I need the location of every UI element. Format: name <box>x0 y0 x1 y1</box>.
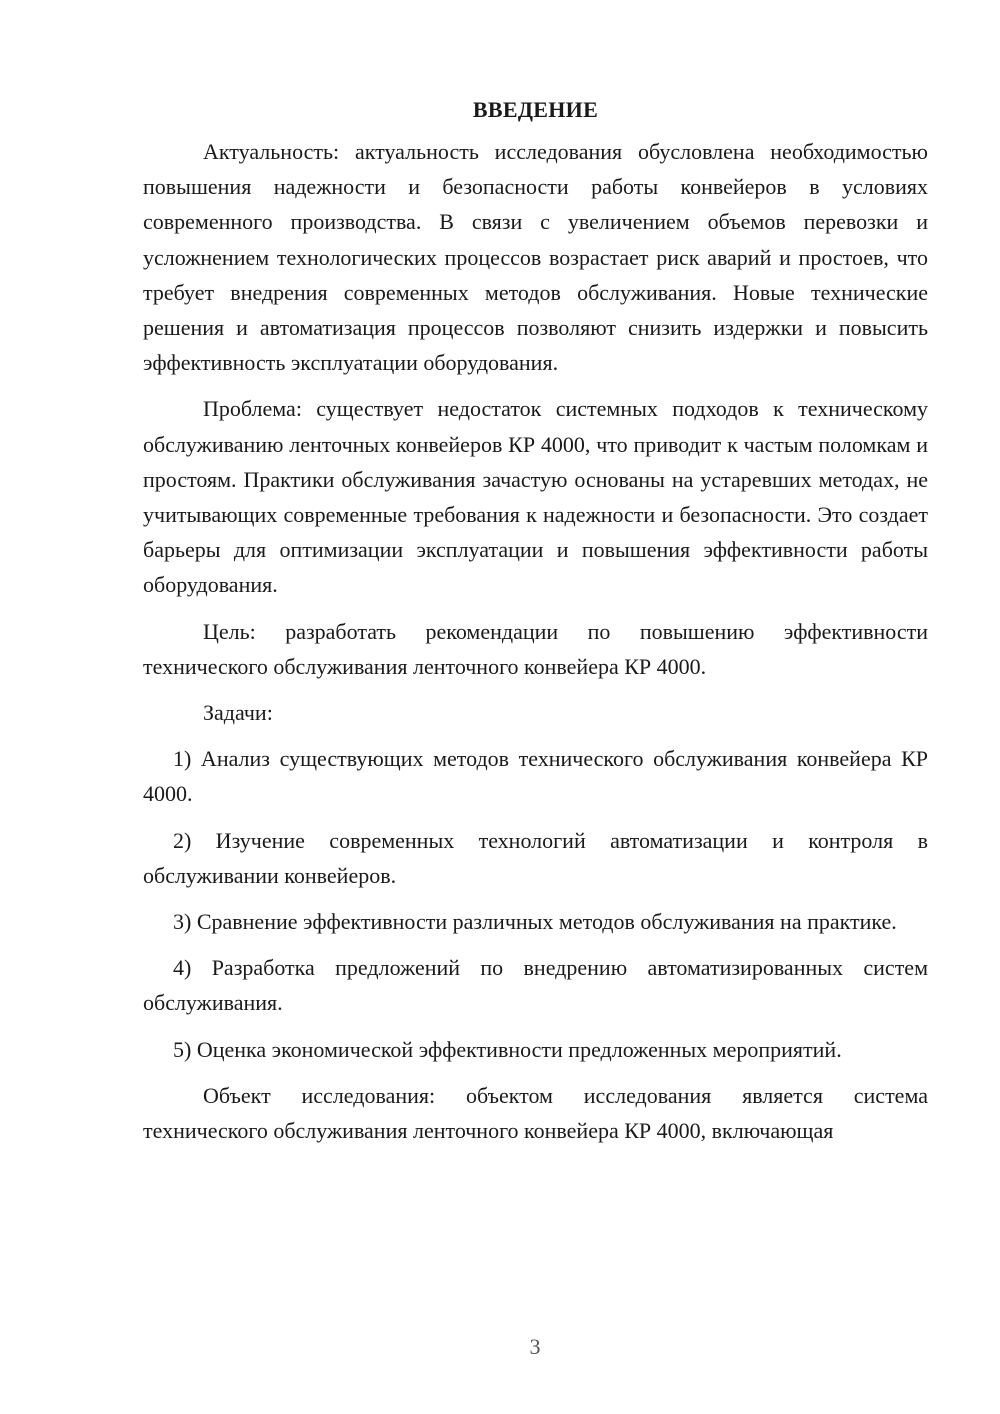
task-item-3: 3) Сравнение эффективности различных методов обслуживания на практике. <box>173 909 897 935</box>
paragraph-goal: Цель: разработать рекомендации по повышению эффективности технического обслуживания ленточного конвейера КР 4000. <box>143 618 928 679</box>
tasks-heading: Задачи: <box>203 700 273 726</box>
paragraph-problem: Проблема: существует недостаток системных подходов к техническому обслуживанию ленточных конвейеров КР 4000, что приводит к частым поломкам и простоям. Практики обслуживания зачастую основаны на устаревших методах, не учитывающих современные требования к надежности и безопасности. Это создает барьеры для оптимизации эксплуатации и повышения эффективности работы оборудования. <box>143 396 928 598</box>
task-item-1: 1) Анализ существующих методов технического обслуживания конвейера КР 4000. <box>143 746 928 807</box>
page-title: ВВЕДЕНИЕ <box>472 97 599 122</box>
task-item-4: 4) Разработка предложений по внедрению автоматизированных систем обслуживания. <box>143 955 928 1016</box>
paragraph-object: Объект исследования: объектом исследования является система технического обслуживания ленточного конвейера КР 4000, включающая <box>143 1082 928 1144</box>
page-content <box>143 94 928 1159</box>
paragraph-relevance: Актуальность: актуальность исследования обусловлена необходимостью повышения надежности и безопасности работы конвейеров в условиях современного производства. В связи с увеличением объемов перевозки и усложнением технологических процессов возрастает риск аварий и простоев, что требует внедрения современных методов обслуживания. Новые технические решения и автоматизация процессов позволяют снизить издержки и повысить эффективность эксплуатации оборудования. <box>143 139 928 376</box>
page-number: 3 <box>529 1334 541 1359</box>
task-item-5: 5) Оценка экономической эффективности предложенных мероприятий. <box>173 1036 842 1062</box>
task-item-2: 2) Изучение современных технологий автоматизации и контроля в обслуживании конвейеров. <box>143 827 928 888</box>
